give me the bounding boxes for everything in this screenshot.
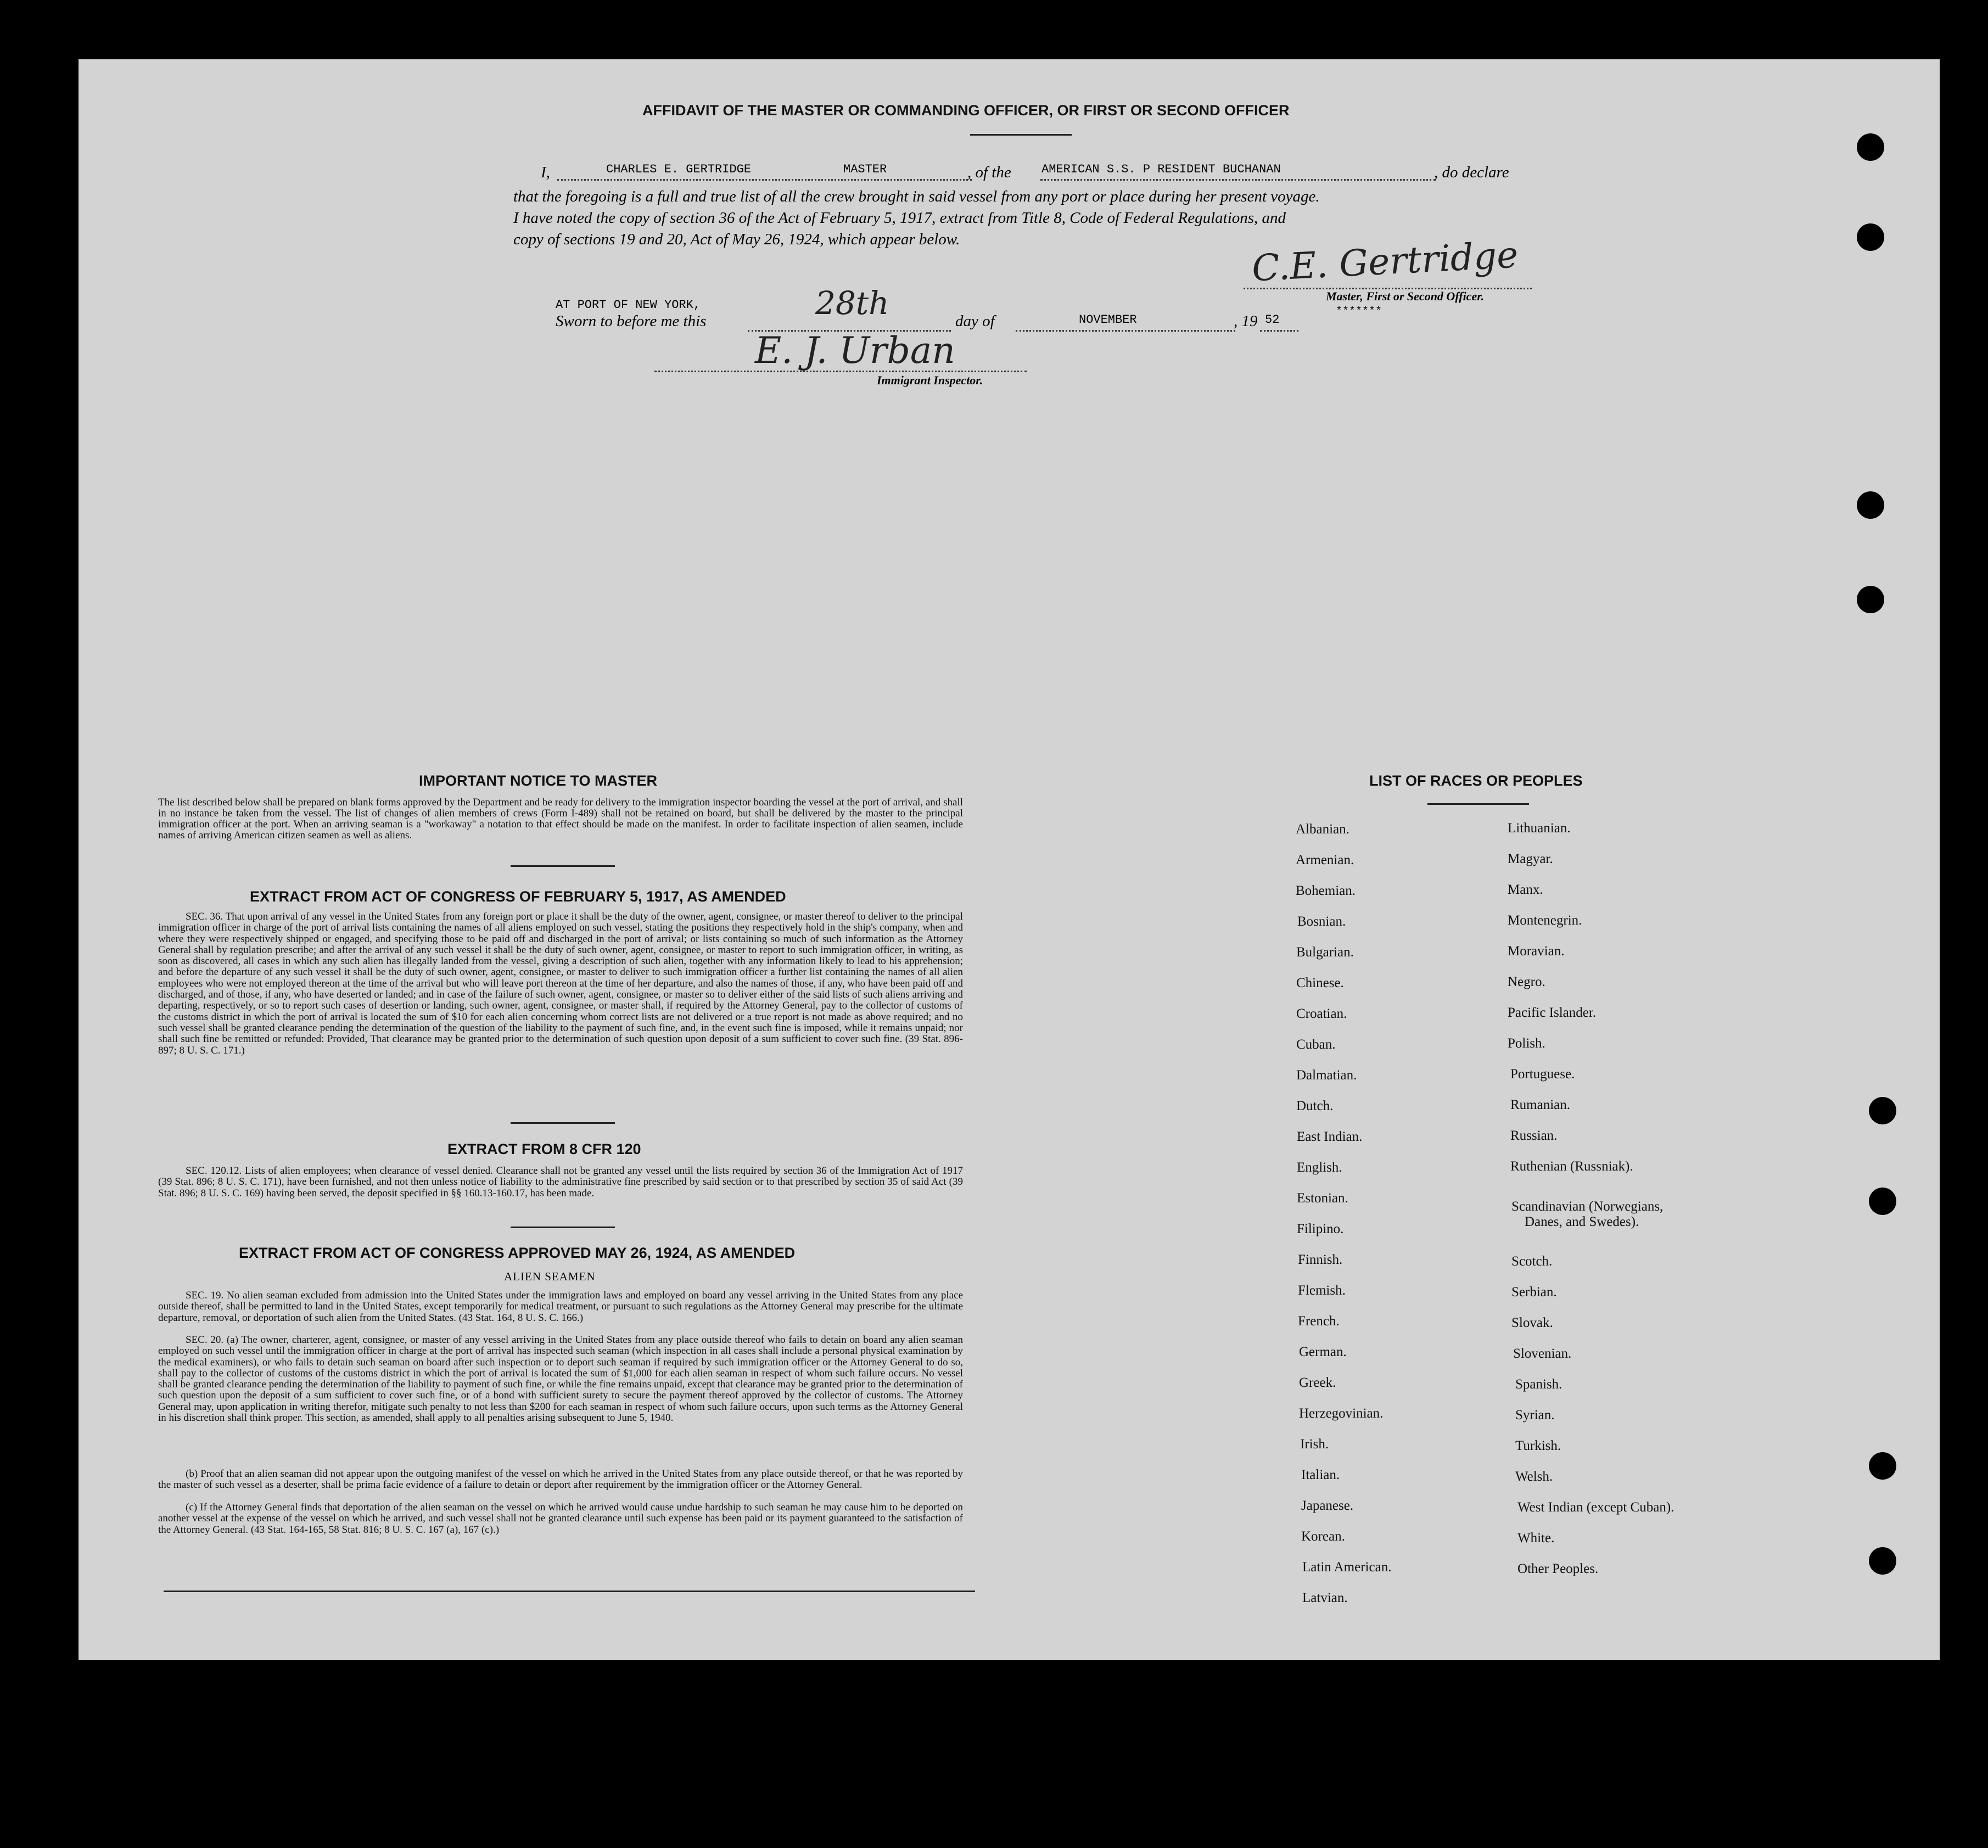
vessel-name: AMERICAN S.S. P RESIDENT BUCHANAN	[1041, 163, 1281, 176]
master-title: MASTER	[843, 163, 887, 176]
race-item: English.	[1297, 1160, 1342, 1175]
race-item: Other Peoples.	[1517, 1561, 1599, 1576]
race-item: Syrian.	[1515, 1408, 1555, 1423]
month-value: NOVEMBER	[1079, 313, 1137, 327]
race-item: Scandinavian (Norwegians,	[1511, 1199, 1664, 1214]
race-item: East Indian.	[1297, 1129, 1363, 1144]
day-of-label: day of	[955, 312, 995, 330]
notice-title: IMPORTANT NOTICE TO MASTER	[419, 772, 657, 789]
race-item: Spanish.	[1515, 1377, 1563, 1392]
extract3-sec20c: (c) If the Attorney General finds that deportation of the alien seaman on the vessel on which he arrived would cause undue hardship to such seaman he may cause him to be deported on another vessel at the expense of the vessel on which he arrived, and such vessel shall not be granted clearance until such expense has been paid or its payment guaranteed to the satisfaction of the Attorney General. (43 Stat. 164-165, 58 Stat. 816; 8 U. S. C. 167 (a), 167 (c).)	[158, 1502, 963, 1536]
title-underline	[970, 134, 1072, 136]
day-value: 28th	[815, 284, 889, 322]
inspector-caption: Immigrant Inspector.	[877, 373, 983, 387]
notice-divider	[511, 865, 615, 867]
binder-hole	[1857, 491, 1884, 519]
race-item: Slovak.	[1511, 1315, 1553, 1330]
binder-hole	[1869, 1188, 1896, 1215]
race-item: Rumanian.	[1510, 1097, 1571, 1112]
year-value: 52	[1265, 313, 1280, 327]
race-item: Polish.	[1508, 1036, 1545, 1051]
race-item: Irish.	[1300, 1437, 1329, 1452]
master-name: CHARLES E. GERTRIDGE	[606, 163, 752, 176]
extract1-title: EXTRACT FROM ACT OF CONGRESS OF FEBRUARY 5, 1917, AS AMENDED	[250, 888, 786, 905]
race-item: West Indian (except Cuban).	[1517, 1500, 1675, 1515]
binder-hole	[1857, 586, 1884, 613]
race-item: Lithuanian.	[1508, 821, 1571, 836]
binder-hole	[1869, 1097, 1896, 1124]
race-item: Negro.	[1508, 975, 1545, 989]
affidavit-line-2: that the foregoing is a full and true list of all the crew brought in said vessel from any port or place during her present voyage.	[513, 188, 1320, 205]
extract2-divider	[511, 1227, 615, 1228]
binder-hole	[1857, 223, 1884, 251]
race-item: Herzegovinian.	[1299, 1406, 1384, 1421]
race-item: Turkish.	[1515, 1438, 1561, 1453]
year-prefix: , 19	[1234, 312, 1258, 330]
race-item: Serbian.	[1511, 1285, 1557, 1300]
extract3-sec20a: SEC. 20. (a) The owner, charterer, agent, consignee, or master of any vessel arriving in the United States from any place outside thereof who fails to detain on board any alien seaman employed on such vessel until the immigration officer in charge at the port of arrival has inspected such seaman (which inspection in all cases shall include a personal physical examination by the medical examiners), or who fails to detain such seaman on board after such inspection or to deport such seaman if required by such immigration officer or the Attorney General to do so, shall pay to the collector of customs of the customs district in which the port of arrival is located the sum of $1,000 for each alien seaman in respect of whom such failure occurs. No vessel shall be granted clearance pending the determination of the liability to payment of such fine, or while the fine remains unpaid, except that clearance may be granted prior to the determination of such question upon the deposit of a sum sufficient to cover such fine, or of a bond with sufficient surety to secure the payment thereof approved by the collector of customs. The Attorney General may, upon application in writing therefor, mitigate such penalty to not less than $200 for each seaman in respect of whom such failure occurs, upon such terms as the Attorney General in his discretion shall think proper. This section, as amended, shall apply to all penalties arising subsequent to June 5, 1940.	[158, 1334, 963, 1424]
inspector-signature: E. J. Urban	[755, 329, 955, 372]
races-title: LIST OF RACES OR PEOPLES	[1369, 772, 1583, 789]
race-item: Dalmatian.	[1296, 1068, 1357, 1083]
vessel-line	[1040, 179, 1436, 181]
race-item: Finnish.	[1298, 1252, 1343, 1267]
do-declare-label: , do declare	[1434, 164, 1509, 181]
race-item: Russian.	[1510, 1128, 1558, 1143]
race-item: German.	[1299, 1345, 1347, 1359]
extract1-body: SEC. 36. That upon arrival of any vessel in the United States from any foreign port or place it shall be the duty of the owner, agent, consignee, or master thereof to deliver to the principal immigration officer in charge of the port of arrival lists containing the names of all aliens employed on such vessel, stating the positions they respectively hold in the ship's company, when and where they were respectively shipped or engaged, and specifying those to be paid off and discharged in the port of arrival; or lists containing so much of such information as the Attorney General shall by regulation prescribe; and after the arrival of any such vessel it shall be the duty of such owner, agent, consignee, or master to report to such immigration officer, in writing, as soon as discovered, all cases in which any such alien has illegally landed from the vessel, giving a description of such alien, together with any information likely to lead to his apprehension; and before the departure of any such vessel it shall be the duty of such owner, agent, consignee, or master to deliver to such immigration officer a further list containing the names of all alien employees who were not employed thereon at the time of the arrival but who will leave port thereon at the time of her departure, and also the names of those, if any, who have been paid off and discharged, and of those, if any, who have deserted or landed; and in case of the failure of such owner, agent, consignee, or master so to deliver either of the said lists of such aliens arriving and departing, respectively, or so to report such cases of desertion or landing, such owner, agent, consignee, or master shall, if required by the Attorney General, pay to the collector of customs of the customs district in which the port of arrival is located the sum of $10 for each alien concerning whom correct lists are not delivered or a true report is not made as above required; and no such vessel shall be granted clearance pending the determination of the question of the liability to the payment of such fine, and, in the event such fine is imposed, while it remains unpaid; nor shall such fine be remitted or refunded: Provided, That clearance may be granted prior to the determination of such question upon deposit of a sum sufficient to cover such fine. (39 Stat. 896-897; 8 U. S. C. 171.)	[158, 911, 963, 1056]
affidavit-title: AFFIDAVIT OF THE MASTER OR COMMANDING OFFICER, OR FIRST OR SECOND OFFICER	[642, 102, 1290, 119]
race-item: French.	[1298, 1314, 1340, 1329]
race-item: Pacific Islander.	[1508, 1005, 1597, 1020]
month-line	[1016, 330, 1235, 332]
race-item: Scotch.	[1511, 1254, 1553, 1269]
affidavit-line-4: copy of sections 19 and 20, Act of May 26, 1924, which appear below.	[513, 231, 960, 248]
race-item: White.	[1517, 1531, 1555, 1545]
extract2-title: EXTRACT FROM 8 CFR 120	[447, 1141, 641, 1157]
extract3-sec19: SEC. 19. No alien seaman excluded from admission into the United States under the immigration laws and employed on board any vessel arriving in the United States from any place outside thereof, shall be permitted to land in the United States, except temporarily for medical treatment, or pursuant to such regulations as the Attorney General may prescribe for the ultimate departure, removal, or deportation of such alien from the United States. (43 Stat. 164, 8 U. S. C. 166.)	[158, 1290, 963, 1324]
race-item: Greek.	[1299, 1375, 1336, 1390]
year-line	[1260, 330, 1298, 332]
race-item: Welsh.	[1515, 1469, 1553, 1484]
race-item: Croatian.	[1296, 1006, 1347, 1021]
race-item: Moravian.	[1508, 944, 1565, 959]
extract3-title: EXTRACT FROM ACT OF CONGRESS APPROVED MAY 26, 1924, AS AMENDED	[239, 1245, 796, 1261]
binder-hole	[1869, 1452, 1896, 1480]
notice-body: The list described below shall be prepared on blank forms approved by the Department and be ready for delivery to the immigration inspector boarding the vessel at the port of arrival, and shall in no instance be taken from the vessel. The list of changes of alien members of crews (Form I-489) shall not be retained on board, but shall be delivered by the master to the principal immigration officer at the port. When an arriving seaman is a "workaway" a notation to that effect should be made on the manifest. In order to facilitate inspection of alien seamen, include names of arriving American citizen seamen as well as aliens.	[158, 797, 963, 841]
of-the-label: , of the	[967, 164, 1011, 181]
race-item: Filipino.	[1297, 1222, 1344, 1236]
race-item: Magyar.	[1508, 852, 1553, 866]
race-item: Cuban.	[1296, 1037, 1336, 1052]
extract1-divider	[511, 1122, 615, 1124]
race-item: Dutch.	[1296, 1099, 1334, 1113]
stars: *******	[1336, 305, 1382, 318]
race-item: Estonian.	[1297, 1191, 1348, 1206]
binder-hole	[1857, 133, 1884, 161]
signature-caption: Master, First or Second Officer.	[1326, 289, 1485, 303]
bottom-rule	[164, 1591, 975, 1592]
extract3-sec20b: (b) Proof that an alien seaman did not appear upon the outgoing manifest of the vessel on which he arrived in the United States from any place outside thereof, or that he was reported by the master of such vessel as a deserter, shall be prima facie evidence of a failure to detain or deport after requirement by the immigration officer or the Attorney General.	[158, 1468, 963, 1491]
extract3-subtitle: ALIEN SEAMEN	[504, 1270, 596, 1283]
race-item: Danes, and Swedes).	[1525, 1214, 1639, 1229]
race-item: Chinese.	[1296, 976, 1344, 990]
inspector-line	[654, 371, 1027, 372]
race-item: Manx.	[1508, 882, 1543, 897]
affidavit-i-label: I,	[541, 164, 550, 181]
race-item: Korean.	[1301, 1529, 1345, 1544]
race-item: Ruthenian (Russniak).	[1510, 1159, 1633, 1174]
race-item: Latvian.	[1302, 1591, 1348, 1605]
extract2-body: SEC. 120.12. Lists of alien employees; when clearance of vessel denied. Clearance shall not be granted any vessel until the lists required by section 36 of the Immigration Act of 1917 (39 Stat. 896; 8 U. S. C. 171), have been furnished, and not then unless notice of liability to the administrative fine prescribed by said section or to that prescribed by section 35 of said Act (39 Stat. 896; 8 U. S. C. 169) having been served, the deposit specified in §§ 160.13-160.17, has been made.	[158, 1165, 963, 1199]
race-item: Portuguese.	[1510, 1067, 1575, 1082]
affidavit-line-3: I have noted the copy of section 36 of the Act of February 5, 1917, extract from Title 8, Code of Federal Regulations, and	[513, 209, 1286, 227]
master-signature: C.E. Gertridge	[1251, 233, 1520, 290]
race-item: Bulgarian.	[1296, 945, 1354, 960]
race-item: Montenegrin.	[1508, 913, 1582, 928]
race-item: Bosnian.	[1297, 914, 1346, 929]
race-item: Bohemian.	[1296, 883, 1356, 898]
race-item: Italian.	[1301, 1468, 1340, 1482]
races-underline	[1427, 803, 1529, 805]
race-item: Latin American.	[1302, 1560, 1392, 1575]
sworn-label: Sworn to before me this	[556, 312, 707, 330]
race-item: Albanian.	[1296, 822, 1349, 837]
port-label: AT PORT OF NEW YORK,	[556, 298, 701, 312]
race-item: Japanese.	[1301, 1498, 1354, 1513]
race-item: Armenian.	[1296, 853, 1354, 867]
race-item: Flemish.	[1298, 1283, 1346, 1298]
name-line	[557, 179, 972, 181]
binder-hole	[1869, 1547, 1896, 1575]
race-item: Slovenian.	[1513, 1346, 1572, 1361]
